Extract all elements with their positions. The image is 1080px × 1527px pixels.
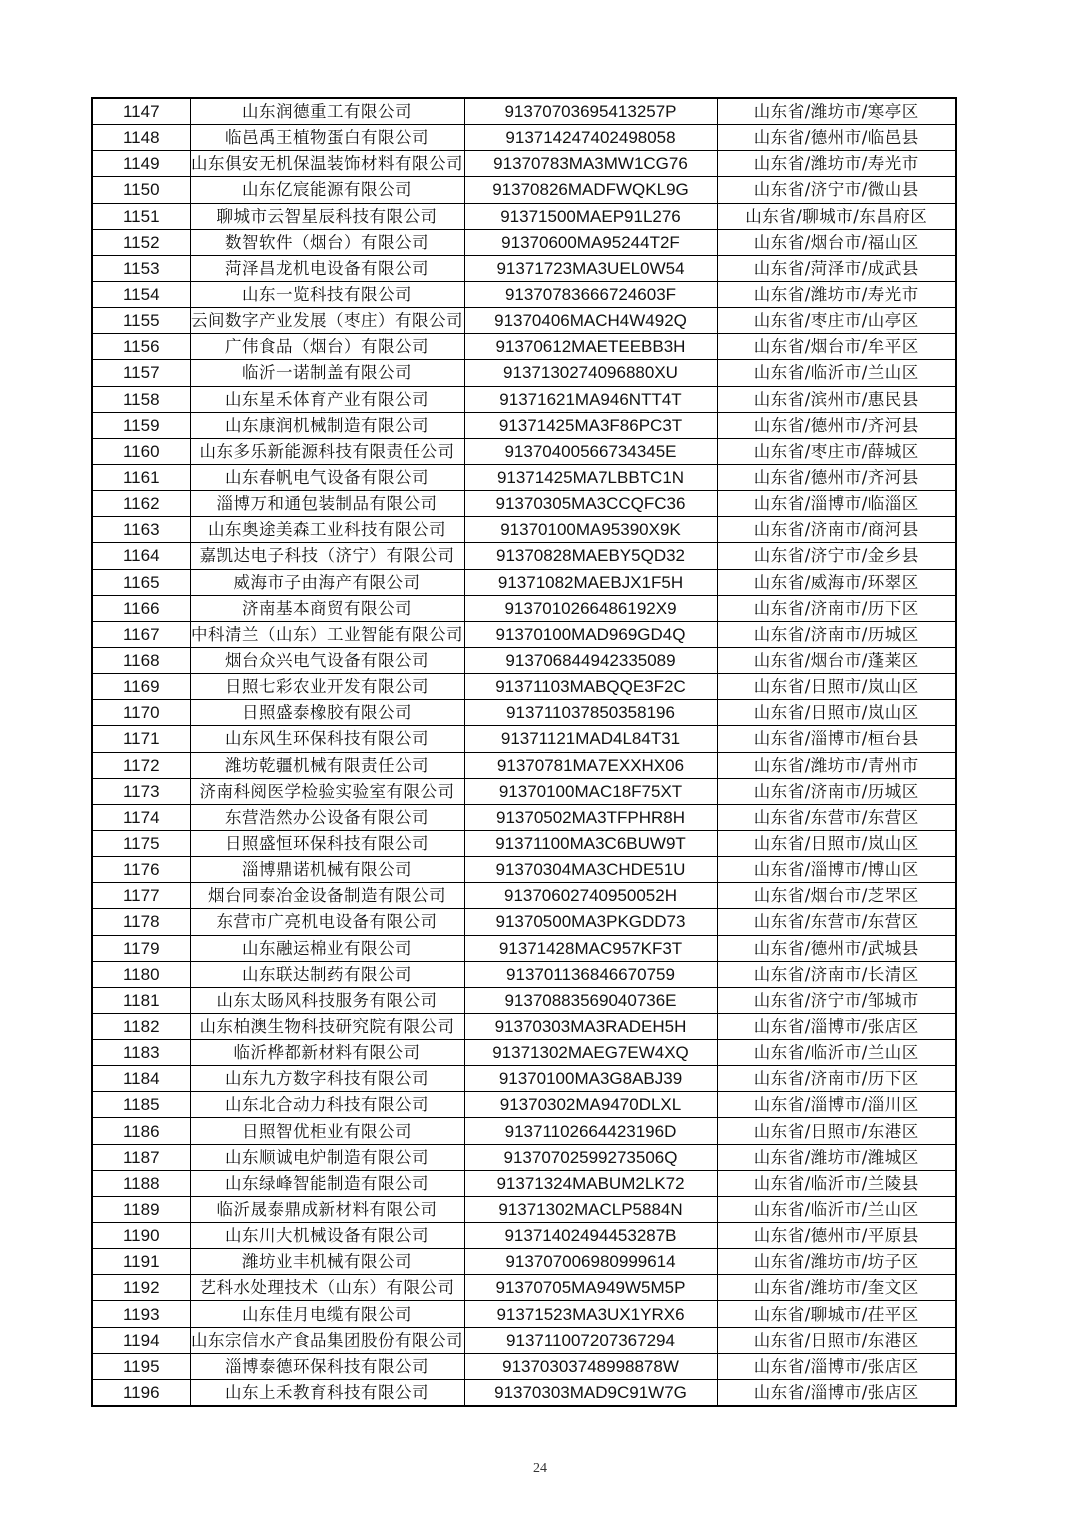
company-name-cell: 潍坊乾疆机械有限责任公司 (190, 752, 464, 778)
region-cell: 山东省/淄博市/临淄区 (717, 491, 956, 517)
row-number-cell: 1185 (92, 1092, 190, 1118)
region-cell: 山东省/潍坊市/潍城区 (717, 1144, 956, 1170)
region-cell: 山东省/日照市/东港区 (717, 1327, 956, 1353)
credit-code-cell: 91370703695413257P (464, 98, 717, 125)
row-number-cell: 1196 (92, 1379, 190, 1406)
table-row (92, 360, 956, 386)
table-row (92, 726, 956, 752)
table-row (92, 1066, 956, 1092)
credit-code-cell: 91370303MAD9C91W7G (464, 1379, 717, 1406)
company-name-cell: 山东多乐新能源科技有限责任公司 (190, 438, 464, 464)
company-name-cell: 山东顺诚电炉制造有限公司 (190, 1144, 464, 1170)
table-row (92, 151, 956, 177)
company-name-cell: 菏泽昌龙机电设备有限公司 (190, 255, 464, 281)
company-name-cell: 淄博万和通包装制品有限公司 (190, 491, 464, 517)
region-cell: 山东省/济宁市/微山县 (717, 177, 956, 203)
row-number-cell: 1166 (92, 595, 190, 621)
credit-code-cell: 913706844942335089 (464, 647, 717, 673)
credit-code-cell: 91371621MA946NTT4T (464, 386, 717, 412)
credit-code-cell: 91370828MAEBY5QD32 (464, 543, 717, 569)
company-name-cell: 山东绿峰智能制造有限公司 (190, 1170, 464, 1196)
credit-code-cell: 913701136846670759 (464, 961, 717, 987)
region-cell: 山东省/济南市/商河县 (717, 517, 956, 543)
row-number-cell: 1194 (92, 1327, 190, 1353)
table-row (92, 804, 956, 830)
credit-code-cell: 913711037850358196 (464, 700, 717, 726)
table-row (92, 752, 956, 778)
region-cell: 山东省/潍坊市/奎文区 (717, 1275, 956, 1301)
company-name-cell: 艺科水处理技术（山东）有限公司 (190, 1275, 464, 1301)
credit-code-cell: 91371324MABUM2LK72 (464, 1170, 717, 1196)
region-cell: 山东省/菏泽市/成武县 (717, 255, 956, 281)
company-name-cell: 威海市子由海产有限公司 (190, 569, 464, 595)
company-name-cell: 山东风生环保科技有限公司 (190, 726, 464, 752)
table-row (92, 1092, 956, 1118)
region-cell: 山东省/德州市/武城县 (717, 935, 956, 961)
table-row (92, 935, 956, 961)
region-cell: 山东省/德州市/临邑县 (717, 125, 956, 151)
row-number-cell: 1181 (92, 987, 190, 1013)
table-row (92, 595, 956, 621)
company-name-cell: 济南科阅医学检验实验室有限公司 (190, 778, 464, 804)
region-cell: 山东省/济南市/历下区 (717, 595, 956, 621)
company-name-cell: 临沂一诺制盖有限公司 (190, 360, 464, 386)
region-cell: 山东省/日照市/岚山区 (717, 830, 956, 856)
region-cell: 山东省/潍坊市/坊子区 (717, 1249, 956, 1275)
credit-code-cell: 91370702599273506Q (464, 1144, 717, 1170)
credit-code-cell: 91370826MADFWQKL9G (464, 177, 717, 203)
region-cell: 山东省/济南市/长清区 (717, 961, 956, 987)
credit-code-cell: 91370783MA3MW1CG76 (464, 151, 717, 177)
table-row (92, 961, 956, 987)
row-number-cell: 1147 (92, 98, 190, 125)
row-number-cell: 1158 (92, 386, 190, 412)
table-row (92, 543, 956, 569)
region-cell: 山东省/德州市/齐河县 (717, 412, 956, 438)
region-cell: 山东省/临沂市/兰山区 (717, 360, 956, 386)
table-row (92, 700, 956, 726)
company-name-cell: 临沂桦都新材料有限公司 (190, 1040, 464, 1066)
region-cell: 山东省/淄博市/博山区 (717, 857, 956, 883)
company-name-cell: 山东太旸风科技服务有限公司 (190, 987, 464, 1013)
region-cell: 山东省/威海市/环翠区 (717, 569, 956, 595)
table-row (92, 1013, 956, 1039)
company-name-cell: 山东奥途美森工业科技有限公司 (190, 517, 464, 543)
region-cell: 山东省/潍坊市/寒亭区 (717, 98, 956, 125)
credit-code-cell: 91370100MA95390X9K (464, 517, 717, 543)
credit-code-cell: 91370305MA3CCQFC36 (464, 491, 717, 517)
company-name-cell: 山东上禾教育科技有限公司 (190, 1379, 464, 1406)
company-name-cell: 日照智优柜业有限公司 (190, 1118, 464, 1144)
credit-code-cell: 91370304MA3CHDE51U (464, 857, 717, 883)
credit-code-cell: 91370883569040736E (464, 987, 717, 1013)
table-row (92, 1196, 956, 1222)
row-number-cell: 1174 (92, 804, 190, 830)
table-row (92, 281, 956, 307)
table-row (92, 177, 956, 203)
company-list-table (91, 97, 957, 1407)
row-number-cell: 1167 (92, 621, 190, 647)
company-name-cell: 日照盛泰橡胶有限公司 (190, 700, 464, 726)
credit-code-cell: 91370502MA3TFPHR8H (464, 804, 717, 830)
credit-code-cell: 91370400566734345E (464, 438, 717, 464)
table-row (92, 1223, 956, 1249)
row-number-cell: 1152 (92, 229, 190, 255)
table-row (92, 621, 956, 647)
table-row (92, 830, 956, 856)
credit-code-cell: 91370303748998878W (464, 1353, 717, 1379)
region-cell: 山东省/枣庄市/薛城区 (717, 438, 956, 464)
table-row (92, 1327, 956, 1353)
company-name-cell: 山东宗信水产食品集团股份有限公司 (190, 1327, 464, 1353)
region-cell: 山东省/烟台市/牟平区 (717, 334, 956, 360)
company-name-cell: 山东一览科技有限公司 (190, 281, 464, 307)
row-number-cell: 1180 (92, 961, 190, 987)
region-cell: 山东省/淄博市/张店区 (717, 1013, 956, 1039)
table-row (92, 1170, 956, 1196)
company-name-cell: 东营浩然办公设备有限公司 (190, 804, 464, 830)
row-number-cell: 1190 (92, 1223, 190, 1249)
company-name-cell: 临沂晟泰鼎成新材料有限公司 (190, 1196, 464, 1222)
region-cell: 山东省/济南市/历城区 (717, 621, 956, 647)
table-row (92, 203, 956, 229)
region-cell: 山东省/临沂市/兰陵县 (717, 1170, 956, 1196)
table-row (92, 1379, 956, 1406)
credit-code-cell: 91370600MA95244T2F (464, 229, 717, 255)
company-name-cell: 山东融运棉业有限公司 (190, 935, 464, 961)
credit-code-cell: 91370783666724603F (464, 281, 717, 307)
table-row (92, 909, 956, 935)
row-number-cell: 1155 (92, 308, 190, 334)
company-name-cell: 山东川大机械设备有限公司 (190, 1223, 464, 1249)
row-number-cell: 1161 (92, 464, 190, 490)
credit-code-cell: 91371523MA3UX1YRX6 (464, 1301, 717, 1327)
company-name-cell: 山东春帆电气设备有限公司 (190, 464, 464, 490)
row-number-cell: 1193 (92, 1301, 190, 1327)
table-row (92, 1301, 956, 1327)
table-row (92, 778, 956, 804)
company-name-cell: 数智软件（烟台）有限公司 (190, 229, 464, 255)
table-row (92, 98, 956, 125)
credit-code-cell: 91371723MA3UEL0W54 (464, 255, 717, 281)
credit-code-cell: 91370100MAD969GD4Q (464, 621, 717, 647)
credit-code-cell: 9137010266486192X9 (464, 595, 717, 621)
table-row (92, 1040, 956, 1066)
row-number-cell: 1178 (92, 909, 190, 935)
table-row (92, 857, 956, 883)
row-number-cell: 1156 (92, 334, 190, 360)
row-number-cell: 1186 (92, 1118, 190, 1144)
table-row (92, 255, 956, 281)
row-number-cell: 1173 (92, 778, 190, 804)
region-cell: 山东省/烟台市/芝罘区 (717, 883, 956, 909)
credit-code-cell: 91371302MACLP5884N (464, 1196, 717, 1222)
row-number-cell: 1179 (92, 935, 190, 961)
company-name-cell: 嘉凯达电子科技（济宁）有限公司 (190, 543, 464, 569)
company-name-cell: 山东星禾体育产业有限公司 (190, 386, 464, 412)
table-row (92, 412, 956, 438)
company-name-cell: 淄博泰德环保科技有限公司 (190, 1353, 464, 1379)
row-number-cell: 1171 (92, 726, 190, 752)
credit-code-cell: 913711007207367294 (464, 1327, 717, 1353)
table-row (92, 1353, 956, 1379)
credit-code-cell: 913707006980999614 (464, 1249, 717, 1275)
table-row (92, 386, 956, 412)
row-number-cell: 1169 (92, 674, 190, 700)
region-cell: 山东省/德州市/齐河县 (717, 464, 956, 490)
row-number-cell: 1151 (92, 203, 190, 229)
company-name-cell: 聊城市云智星辰科技有限公司 (190, 203, 464, 229)
region-cell: 山东省/聊城市/茌平区 (717, 1301, 956, 1327)
row-number-cell: 1187 (92, 1144, 190, 1170)
region-cell: 山东省/淄博市/张店区 (717, 1353, 956, 1379)
row-number-cell: 1150 (92, 177, 190, 203)
region-cell: 山东省/淄博市/淄川区 (717, 1092, 956, 1118)
row-number-cell: 1182 (92, 1013, 190, 1039)
region-cell: 山东省/临沂市/兰山区 (717, 1196, 956, 1222)
row-number-cell: 1188 (92, 1170, 190, 1196)
company-name-cell: 日照七彩农业开发有限公司 (190, 674, 464, 700)
table-row (92, 334, 956, 360)
row-number-cell: 1162 (92, 491, 190, 517)
credit-code-cell: 91371103MABQQE3F2C (464, 674, 717, 700)
credit-code-cell: 91371121MAD4L84T31 (464, 726, 717, 752)
row-number-cell: 1153 (92, 255, 190, 281)
company-name-cell: 东营市广亮机电设备有限公司 (190, 909, 464, 935)
row-number-cell: 1168 (92, 647, 190, 673)
credit-code-cell: 91370303MA3RADEH5H (464, 1013, 717, 1039)
region-cell: 山东省/日照市/东港区 (717, 1118, 956, 1144)
credit-code-cell: 91370302MA9470DLXL (464, 1092, 717, 1118)
company-name-cell: 山东亿宸能源有限公司 (190, 177, 464, 203)
credit-code-cell: 91371402494453287B (464, 1223, 717, 1249)
region-cell: 山东省/济南市/历下区 (717, 1066, 956, 1092)
credit-code-cell: 91371425MA7LBBTC1N (464, 464, 717, 490)
row-number-cell: 1165 (92, 569, 190, 595)
row-number-cell: 1160 (92, 438, 190, 464)
credit-code-cell: 91370781MA7EXXHX06 (464, 752, 717, 778)
company-name-cell: 山东康润机械制造有限公司 (190, 412, 464, 438)
company-name-cell: 山东九方数字科技有限公司 (190, 1066, 464, 1092)
row-number-cell: 1172 (92, 752, 190, 778)
region-cell: 山东省/济宁市/金乡县 (717, 543, 956, 569)
credit-code-cell: 91371500MAEP91L276 (464, 203, 717, 229)
region-cell: 山东省/东营市/东营区 (717, 909, 956, 935)
region-cell: 山东省/德州市/平原县 (717, 1223, 956, 1249)
table-row (92, 229, 956, 255)
company-name-cell: 山东北合动力科技有限公司 (190, 1092, 464, 1118)
table-body (92, 98, 956, 1406)
row-number-cell: 1157 (92, 360, 190, 386)
row-number-cell: 1148 (92, 125, 190, 151)
credit-code-cell: 913714247402498058 (464, 125, 717, 151)
company-name-cell: 中科清兰（山东）工业智能有限公司 (190, 621, 464, 647)
region-cell: 山东省/滨州市/惠民县 (717, 386, 956, 412)
row-number-cell: 1176 (92, 857, 190, 883)
company-name-cell: 济南基本商贸有限公司 (190, 595, 464, 621)
region-cell: 山东省/淄博市/桓台县 (717, 726, 956, 752)
credit-code-cell: 91371100MA3C6BUW9T (464, 830, 717, 856)
region-cell: 山东省/潍坊市/寿光市 (717, 151, 956, 177)
credit-code-cell: 91370612MAETEEBB3H (464, 334, 717, 360)
table-row (92, 1144, 956, 1170)
credit-code-cell: 91371082MAEBJX1F5H (464, 569, 717, 595)
region-cell: 山东省/淄博市/张店区 (717, 1379, 956, 1406)
row-number-cell: 1159 (92, 412, 190, 438)
company-name-cell: 山东润德重工有限公司 (190, 98, 464, 125)
company-name-cell: 临邑禹王植物蛋白有限公司 (190, 125, 464, 151)
table-row (92, 883, 956, 909)
credit-code-cell: 9137130274096880XU (464, 360, 717, 386)
row-number-cell: 1184 (92, 1066, 190, 1092)
credit-code-cell: 91371302MAEG7EW4XQ (464, 1040, 717, 1066)
table-row (92, 517, 956, 543)
credit-code-cell: 91370602740950052H (464, 883, 717, 909)
row-number-cell: 1183 (92, 1040, 190, 1066)
company-list-table-container (91, 97, 955, 1407)
table-row (92, 674, 956, 700)
credit-code-cell: 91371425MA3F86PC3T (464, 412, 717, 438)
row-number-cell: 1154 (92, 281, 190, 307)
row-number-cell: 1163 (92, 517, 190, 543)
region-cell: 山东省/日照市/岚山区 (717, 700, 956, 726)
credit-code-cell: 91371102664423196D (464, 1118, 717, 1144)
table-row (92, 464, 956, 490)
row-number-cell: 1175 (92, 830, 190, 856)
row-number-cell: 1192 (92, 1275, 190, 1301)
row-number-cell: 1191 (92, 1249, 190, 1275)
company-name-cell: 云间数字产业发展（枣庄）有限公司 (190, 308, 464, 334)
credit-code-cell: 91370705MA949W5M5P (464, 1275, 717, 1301)
region-cell: 山东省/济南市/历城区 (717, 778, 956, 804)
row-number-cell: 1149 (92, 151, 190, 177)
row-number-cell: 1170 (92, 700, 190, 726)
region-cell: 山东省/潍坊市/寿光市 (717, 281, 956, 307)
table-row (92, 125, 956, 151)
row-number-cell: 1164 (92, 543, 190, 569)
row-number-cell: 1195 (92, 1353, 190, 1379)
region-cell: 山东省/烟台市/蓬莱区 (717, 647, 956, 673)
table-row (92, 1249, 956, 1275)
row-number-cell: 1189 (92, 1196, 190, 1222)
credit-code-cell: 91370500MA3PKGDD73 (464, 909, 717, 935)
credit-code-cell: 91370100MA3G8ABJ39 (464, 1066, 717, 1092)
table-row (92, 647, 956, 673)
page-number: 24 (533, 1461, 547, 1476)
table-row (92, 569, 956, 595)
table-row (92, 308, 956, 334)
credit-code-cell: 91370406MACH4W492Q (464, 308, 717, 334)
region-cell: 山东省/潍坊市/青州市 (717, 752, 956, 778)
table-row (92, 491, 956, 517)
company-name-cell: 山东佳月电缆有限公司 (190, 1301, 464, 1327)
table-row (92, 1275, 956, 1301)
region-cell: 山东省/东营市/东营区 (717, 804, 956, 830)
region-cell: 山东省/聊城市/东昌府区 (717, 203, 956, 229)
table-row (92, 438, 956, 464)
company-name-cell: 烟台同泰冶金设备制造有限公司 (190, 883, 464, 909)
row-number-cell: 1177 (92, 883, 190, 909)
region-cell: 山东省/烟台市/福山区 (717, 229, 956, 255)
region-cell: 山东省/临沂市/兰山区 (717, 1040, 956, 1066)
table-row (92, 1118, 956, 1144)
credit-code-cell: 91370100MAC18F75XT (464, 778, 717, 804)
company-name-cell: 山东柏澳生物科技研究院有限公司 (190, 1013, 464, 1039)
company-name-cell: 烟台众兴电气设备有限公司 (190, 647, 464, 673)
table-row (92, 987, 956, 1013)
company-name-cell: 山东俱安无机保温装饰材料有限公司 (190, 151, 464, 177)
company-name-cell: 淄博鼎诺机械有限公司 (190, 857, 464, 883)
credit-code-cell: 91371428MAC957KF3T (464, 935, 717, 961)
company-name-cell: 山东联达制药有限公司 (190, 961, 464, 987)
region-cell: 山东省/济宁市/邹城市 (717, 987, 956, 1013)
company-name-cell: 日照盛恒环保科技有限公司 (190, 830, 464, 856)
region-cell: 山东省/枣庄市/山亭区 (717, 308, 956, 334)
region-cell: 山东省/日照市/岚山区 (717, 674, 956, 700)
company-name-cell: 广伟食品（烟台）有限公司 (190, 334, 464, 360)
company-name-cell: 潍坊业丰机械有限公司 (190, 1249, 464, 1275)
